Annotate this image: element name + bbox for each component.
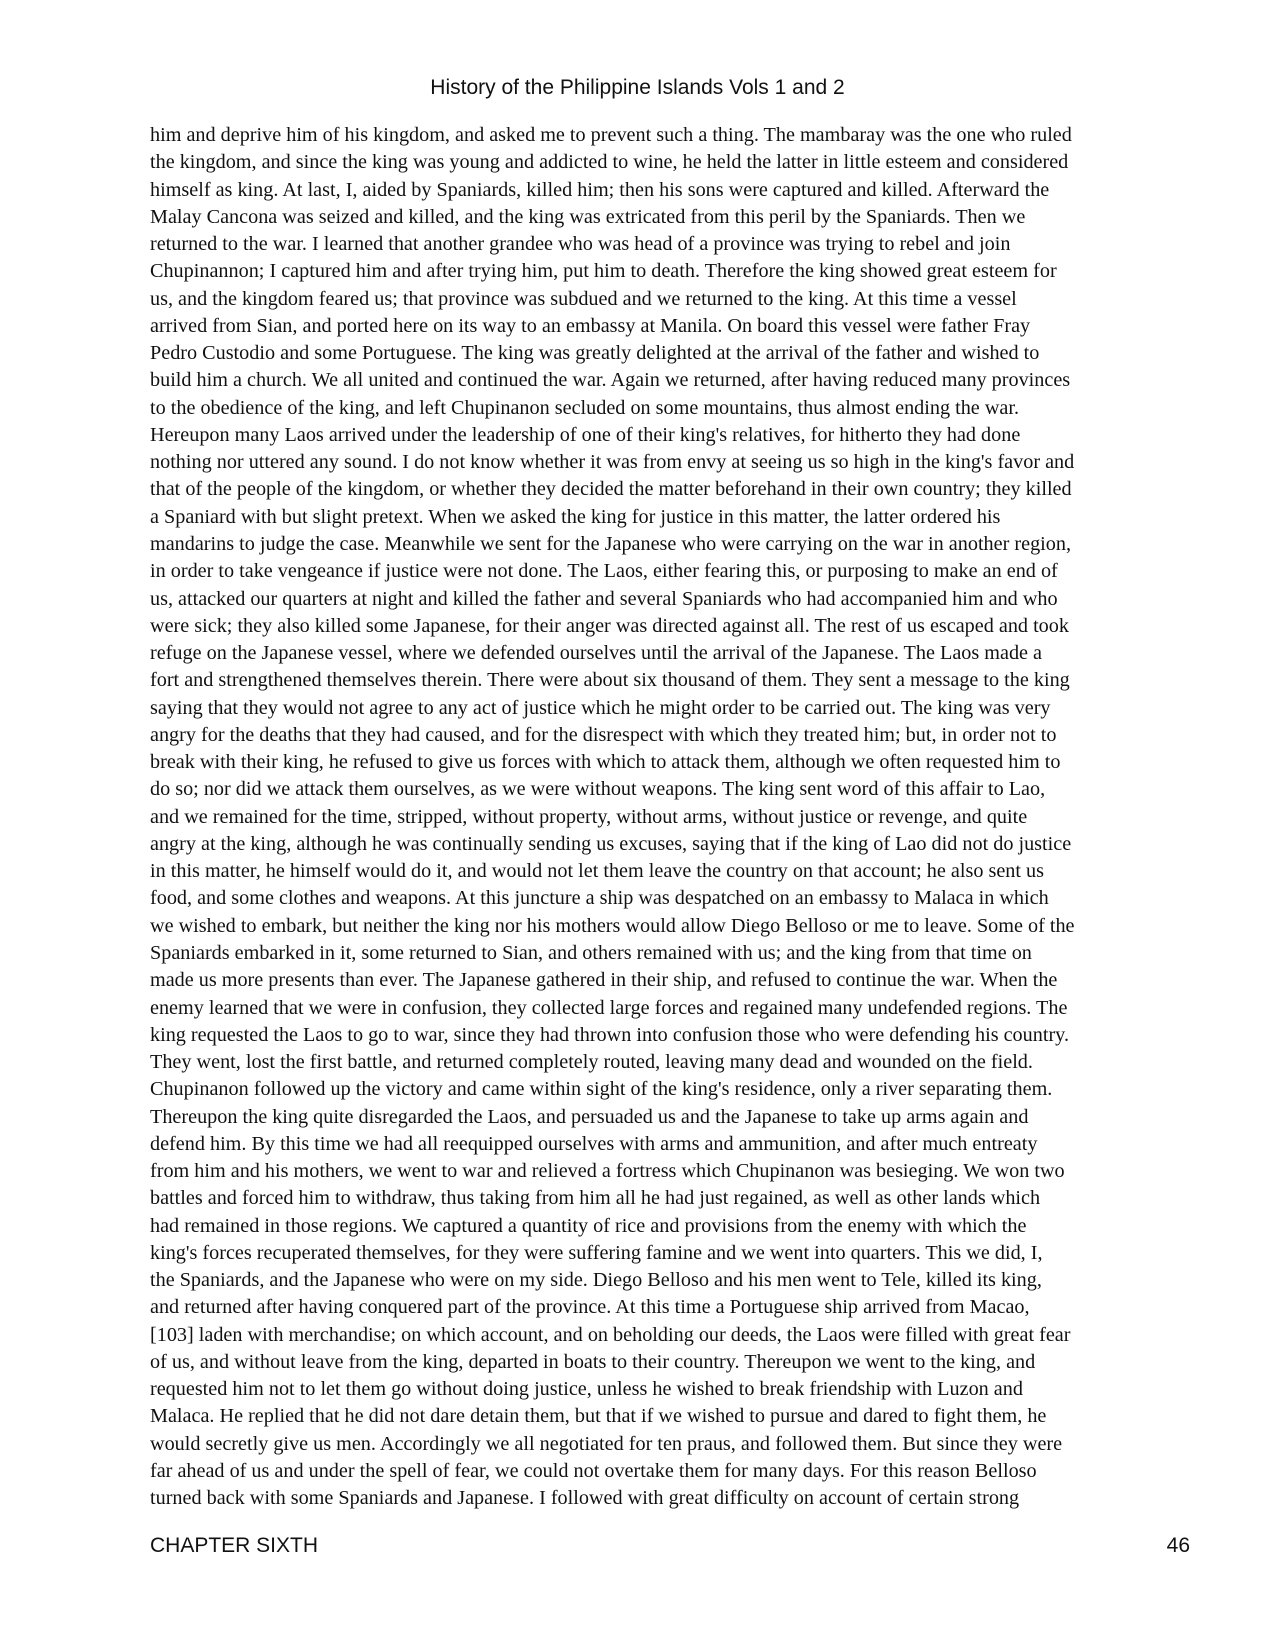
- text-line: fort and strengthened themselves therein. There were about six thousand of them. They sent a message to the king: [150, 669, 1070, 692]
- text-line: us, and the kingdom feared us; that province was subdued and we returned to the king. At this time a vessel: [150, 287, 1017, 310]
- text-line: from him and his mothers, we went to war and relieved a fortress which Chupinanon was besieging. We won two: [150, 1160, 1065, 1183]
- text-line: would secretly give us men. Accordingly we all negotiated for ten praus, and followed them. But since they were: [150, 1432, 1063, 1455]
- text-line: made us more presents than ever. The Japanese gathered in their ship, and refused to continue the war. When the: [150, 969, 1058, 992]
- text-line: mandarins to judge the case. Meanwhile we sent for the Japanese who were carrying on the war in another region,: [150, 532, 1072, 555]
- chapter-title: CHAPTER SIXTH: [150, 1534, 319, 1557]
- text-line: king requested the Laos to go to war, since they had thrown into confusion those who were defending his country.: [150, 1023, 1070, 1046]
- text-line: and returned after having conquered part of the province. At this time a Portuguese ship arrived from Macao,: [150, 1296, 1030, 1319]
- text-line: food, and some clothes and weapons. At this juncture a ship was despatched on an embassy to Malaca in which: [150, 887, 1049, 910]
- text-line: we wished to embark, but neither the king nor his mothers would allow Diego Belloso or me to leave. Some of the: [150, 914, 1075, 937]
- page-number: 46: [1166, 1534, 1190, 1557]
- text-line: battles and forced him to withdraw, thus taking from him all he had just regained, as well as other lands which: [150, 1187, 1041, 1210]
- text-line: Pedro Custodio and some Portuguese. The king was greatly delighted at the arrival of the father and wished to: [150, 342, 1040, 365]
- text-line: angry at the king, although he was continually sending us excuses, saying that if the king of Lao did not do justice: [150, 832, 1072, 855]
- text-line: Hereupon many Laos arrived under the leadership of one of their king's relatives, for hitherto they had done: [150, 423, 1021, 446]
- text-line: were sick; they also killed some Japanese, for their anger was directed against all. The rest of us escaped and took: [150, 614, 1069, 637]
- text-line: turned back with some Spaniards and Japanese. I followed with great difficulty on account of certain strong: [150, 1487, 1020, 1510]
- text-line: Spaniards embarked in it, some returned to Sian, and others remained with us; and the king from that time on: [150, 941, 1032, 964]
- text-line: arrived from Sian, and ported here on its way to an embassy at Manila. On board this vessel were father Fray: [150, 314, 1031, 337]
- text-line: of us, and without leave from the king, departed in boats to their country. Thereupon we went to the king, and: [150, 1350, 1036, 1373]
- text-line: the Spaniards, and the Japanese who were on my side. Diego Belloso and his men went to Tele, killed its king,: [150, 1269, 1042, 1292]
- text-line: in this matter, he himself would do it, and would not let them leave the country on that account; he also sent us: [150, 860, 1044, 883]
- text-line: break with their king, he refused to give us forces with which to attack them, although we often requested him to: [150, 751, 1061, 774]
- text-line: to the obedience of the king, and left Chupinanon secluded on some mountains, thus almost ending the war.: [150, 396, 1020, 419]
- text-line: us, attacked our quarters at night and killed the father and several Spaniards who had accompanied him and who: [150, 587, 1058, 610]
- body-text: [150, 122, 1190, 1513]
- text-line: Malaca. He replied that he did not dare detain them, but that if we wished to pursue and dared to fight them, he: [150, 1405, 1047, 1428]
- running-footer: [150, 1533, 1190, 1563]
- text-line: far ahead of us and under the spell of fear, we could not overtake them for many days. For this reason Belloso: [150, 1460, 1037, 1483]
- text-line: the kingdom, and since the king was young and addicted to wine, he held the latter in little esteem and considered: [150, 151, 1069, 174]
- text-line: nothing nor uttered any sound. I do not know whether it was from envy at seeing us so high in the king's favor and: [150, 451, 1075, 474]
- text-line: refuge on the Japanese vessel, where we defended ourselves until the arrival of the Japanese. The Laos made a: [150, 642, 1043, 665]
- text-line: that of the people of the kingdom, or whether they decided the matter beforehand in their own country; they killed: [150, 478, 1072, 501]
- text-line: [103] laden with merchandise; on which account, and on beholding our deeds, the Laos were filled with great fear: [150, 1323, 1071, 1346]
- text-line: him and deprive him of his kingdom, and asked me to prevent such a thing. The mambaray was the one who ruled: [150, 124, 1072, 146]
- text-line: enemy learned that we were in confusion, they collected large forces and regained many undefended regions. The: [150, 996, 1068, 1019]
- text-line: had remained in those regions. We captured a quantity of rice and provisions from the enemy with which the: [150, 1214, 1027, 1237]
- text-line: and we remained for the time, stripped, without property, without arms, without justice or revenge, and quite: [150, 805, 1028, 828]
- text-line: angry for the deaths that they had caused, and for the disrespect with which they treated him; but, in order not to: [150, 723, 1057, 746]
- text-line: Chupinannon; I captured him and after trying him, put him to death. Therefore the king showed great esteem for: [150, 260, 1057, 283]
- text-line: saying that they would not agree to any act of justice which he might order to be carried out. The king was very: [150, 696, 1051, 719]
- text-line: build him a church. We all united and continued the war. Again we returned, after having reduced many provinces: [150, 369, 1071, 392]
- text-line: defend him. By this time we had all reequipped ourselves with arms and ammunition, and after much entreaty: [150, 1132, 1038, 1155]
- text-line: returned to the war. I learned that another grandee who was head of a province was trying to rebel and join: [150, 233, 1011, 256]
- text-line: Thereupon the king quite disregarded the Laos, and persuaded us and the Japanese to take up arms again and: [150, 1105, 1029, 1128]
- running-header: [0, 75, 1275, 101]
- text-line: Malay Cancona was seized and killed, and the king was extricated from this peril by the Spaniards. Then we: [150, 205, 1026, 228]
- text-line: himself as king. At last, I, aided by Spaniards, killed him; then his sons were captured and killed. Afterward the: [150, 178, 1050, 201]
- text-line: a Spaniard with but slight pretext. When we asked the king for justice in this matter, the latter ordered his: [150, 505, 1001, 528]
- book-title: History of the Philippine Islands Vols 1 and 2: [430, 76, 845, 99]
- text-line: king's forces recuperated themselves, for they were suffering famine and we went into quarters. This we did, I,: [150, 1241, 1043, 1264]
- text-line: requested him not to let them go without doing justice, unless he wished to break friendship with Luzon and: [150, 1378, 1023, 1401]
- text-line: in order to take vengeance if justice were not done. The Laos, either fearing this, or purposing to make an end of: [150, 560, 1058, 583]
- text-line: do so; nor did we attack them ourselves, as we were without weapons. The king sent word of this affair to Lao,: [150, 778, 1046, 801]
- text-line: Chupinanon followed up the victory and came within sight of the king's residence, only a river separating them.: [150, 1078, 1053, 1101]
- text-line: They went, lost the first battle, and returned completely routed, leaving many dead and wounded on the field.: [150, 1051, 1033, 1074]
